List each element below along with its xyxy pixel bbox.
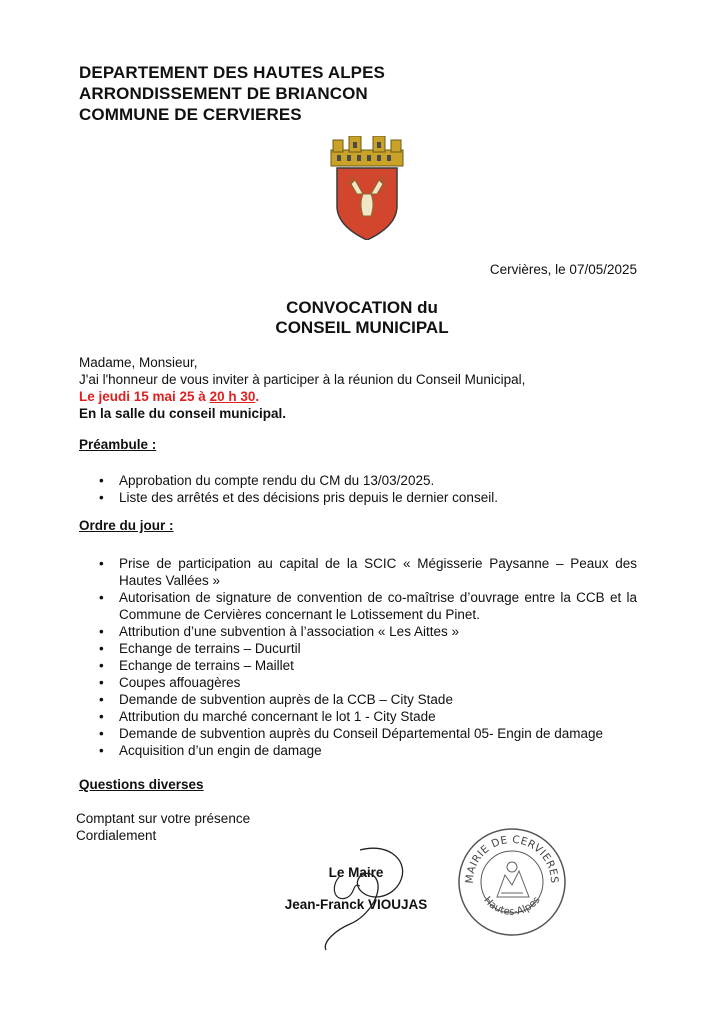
ordre-du-jour-list (97, 555, 637, 759)
list-item: • Approbation du compte rendu du CM du 13/03/2025. (97, 472, 637, 489)
preambule-list (97, 472, 637, 506)
closing-text (76, 810, 250, 844)
official-stamp-icon (457, 827, 567, 937)
header-arrondissement: ARRONDISSEMENT DE BRIANCON (79, 84, 368, 103)
ordre-du-jour-heading: Ordre du jour : (79, 518, 174, 533)
preambule-heading: Préambule : (79, 437, 157, 452)
header-commune: COMMUNE DE CERVIERES (79, 105, 302, 124)
document-header (79, 62, 385, 125)
meeting-date: Le jeudi 15 mai 25 à (79, 389, 210, 404)
letter-date: Cervières, le 07/05/2025 (489, 262, 637, 277)
list-item: • Echange de terrains – Ducurtil (97, 640, 637, 657)
list-item: • Liste des arrêtés et des décisions pris depuis le dernier conseil. (97, 489, 637, 506)
signature-name: Jean-Franck VIOUJAS (284, 897, 428, 912)
convocation-title (0, 298, 724, 338)
list-item: • Demande de subvention auprès de la CCB – City Stade (97, 691, 637, 708)
meeting-time-suffix: . (255, 389, 260, 404)
intro-paragraph (79, 354, 525, 422)
title-line-1: CONVOCATION du (286, 298, 438, 317)
list-item: • Coupes affouagères (97, 674, 637, 691)
meeting-location: En la salle du conseil municipal. (79, 406, 287, 421)
invitation-text: J'ai l'honneur de vous inviter à participer à la réunion du Conseil Municipal, (79, 372, 526, 387)
questions-diverses-heading: Questions diverses (79, 777, 204, 792)
list-item: • Attribution du marché concernant le lot 1 - City Stade (97, 708, 637, 725)
salutation: Madame, Monsieur, (79, 355, 198, 370)
header-department: DEPARTEMENT DES HAUTES ALPES (79, 63, 385, 82)
closing-line-2: Cordialement (76, 828, 157, 843)
meeting-datetime (79, 388, 525, 405)
meeting-time: 20 h 30 (209, 389, 256, 404)
list-item: • Autorisation de signature de convention de co-maîtrise d’ouvrage entre la CCB et la Commune de Cervières concernant le Lotissement du Pinet. (97, 589, 637, 623)
list-item: • Echange de terrains – Maillet (97, 657, 637, 674)
svg-text:MAIRIE DE CERVIERES: MAIRIE DE CERVIERES (463, 833, 561, 884)
list-item: • Acquisition d’un engin de damage (97, 742, 637, 759)
coat-of-arms-icon (327, 136, 407, 240)
list-item: • Prise de participation au capital de la SCIC « Mégisserie Paysanne – Peaux des Hautes Vallées » (97, 555, 637, 589)
svg-text:Hautes-Alpes: Hautes-Alpes (481, 894, 543, 918)
closing-line-1: Comptant sur votre présence (76, 811, 251, 826)
list-item: • Demande de subvention auprès du Conseil Départemental 05- Engin de damage (97, 725, 637, 742)
title-line-2: CONSEIL MUNICIPAL (275, 318, 449, 337)
signature-role: Le Maire (328, 865, 384, 880)
list-item: • Attribution d’une subvention à l’association « Les Aittes » (97, 623, 637, 640)
handwritten-signature-icon (300, 842, 430, 952)
